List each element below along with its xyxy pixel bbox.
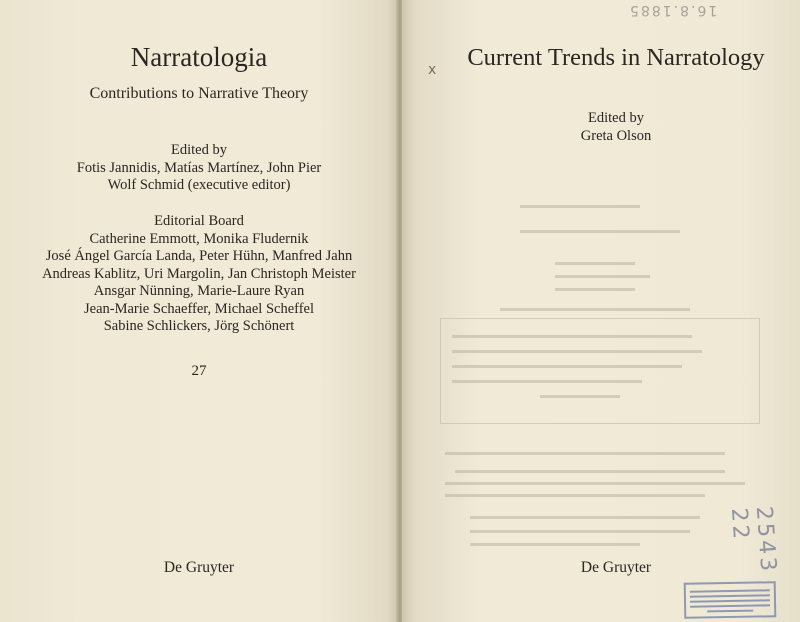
pencil-tick-mark: x (428, 62, 437, 78)
show-through-line (520, 230, 680, 233)
editor-name: Greta Olson (580, 127, 652, 144)
handwritten-number: 2543 22 (725, 505, 781, 575)
board-member-line: Catherine Emmott, Monika Fludernik (89, 230, 309, 247)
show-through-line (540, 395, 620, 398)
editorial-board (0, 213, 398, 336)
publisher-left: De Gruyter (163, 559, 235, 576)
show-through-line (555, 288, 635, 291)
board-member-line: Andreas Kablitz, Uri Margolin, Jan Christoph Meister (42, 265, 356, 282)
show-through-line (470, 516, 700, 519)
show-through-line (452, 350, 702, 353)
show-through-line (452, 335, 692, 338)
show-through-line (555, 275, 650, 278)
board-member-line: Ansgar Nünning, Marie-Laure Ryan (93, 283, 305, 299)
editors-line: Fotis Jannidis, Matías Martínez, John Pier (76, 159, 322, 176)
library-stamp (684, 581, 777, 619)
series-subtitle: Contributions to Narrative Theory (89, 85, 309, 102)
show-through-line (452, 365, 682, 368)
publisher-right: De Gruyter (580, 559, 652, 576)
show-through-line (470, 530, 690, 533)
show-through-line (500, 308, 690, 311)
edited-by-label: Edited by (588, 110, 644, 126)
show-through-line (445, 452, 725, 455)
show-through-line (452, 380, 642, 383)
show-through-box (440, 318, 760, 424)
show-through-line (520, 205, 640, 208)
show-through-line (555, 262, 635, 265)
pencil-note: 16.8.1885 (628, 2, 718, 18)
board-member-line: Sabine Schlickers, Jörg Schönert (103, 318, 295, 334)
series-title: Narratologia (130, 42, 268, 72)
volume-number: 27 (191, 363, 207, 379)
show-through-line (445, 494, 705, 497)
editors-line: Wolf Schmid (executive editor) (107, 177, 291, 193)
book-title: Current Trends in Narratology (467, 44, 765, 71)
board-member-line: José Ángel García Landa, Peter Hühn, Manfred Jahn (45, 248, 353, 264)
volume-editor (402, 110, 800, 145)
series-editors (0, 142, 398, 195)
show-through-line (445, 482, 745, 485)
show-through-line (470, 543, 640, 546)
show-through-line (455, 470, 725, 473)
board-member-line: Jean-Marie Schaeffer, Michael Scheffel (84, 300, 314, 317)
left-page (0, 0, 398, 622)
stamp-lines-icon (687, 585, 773, 614)
edited-by-label: Edited by (171, 142, 227, 158)
board-label: Editorial Board (154, 213, 244, 229)
